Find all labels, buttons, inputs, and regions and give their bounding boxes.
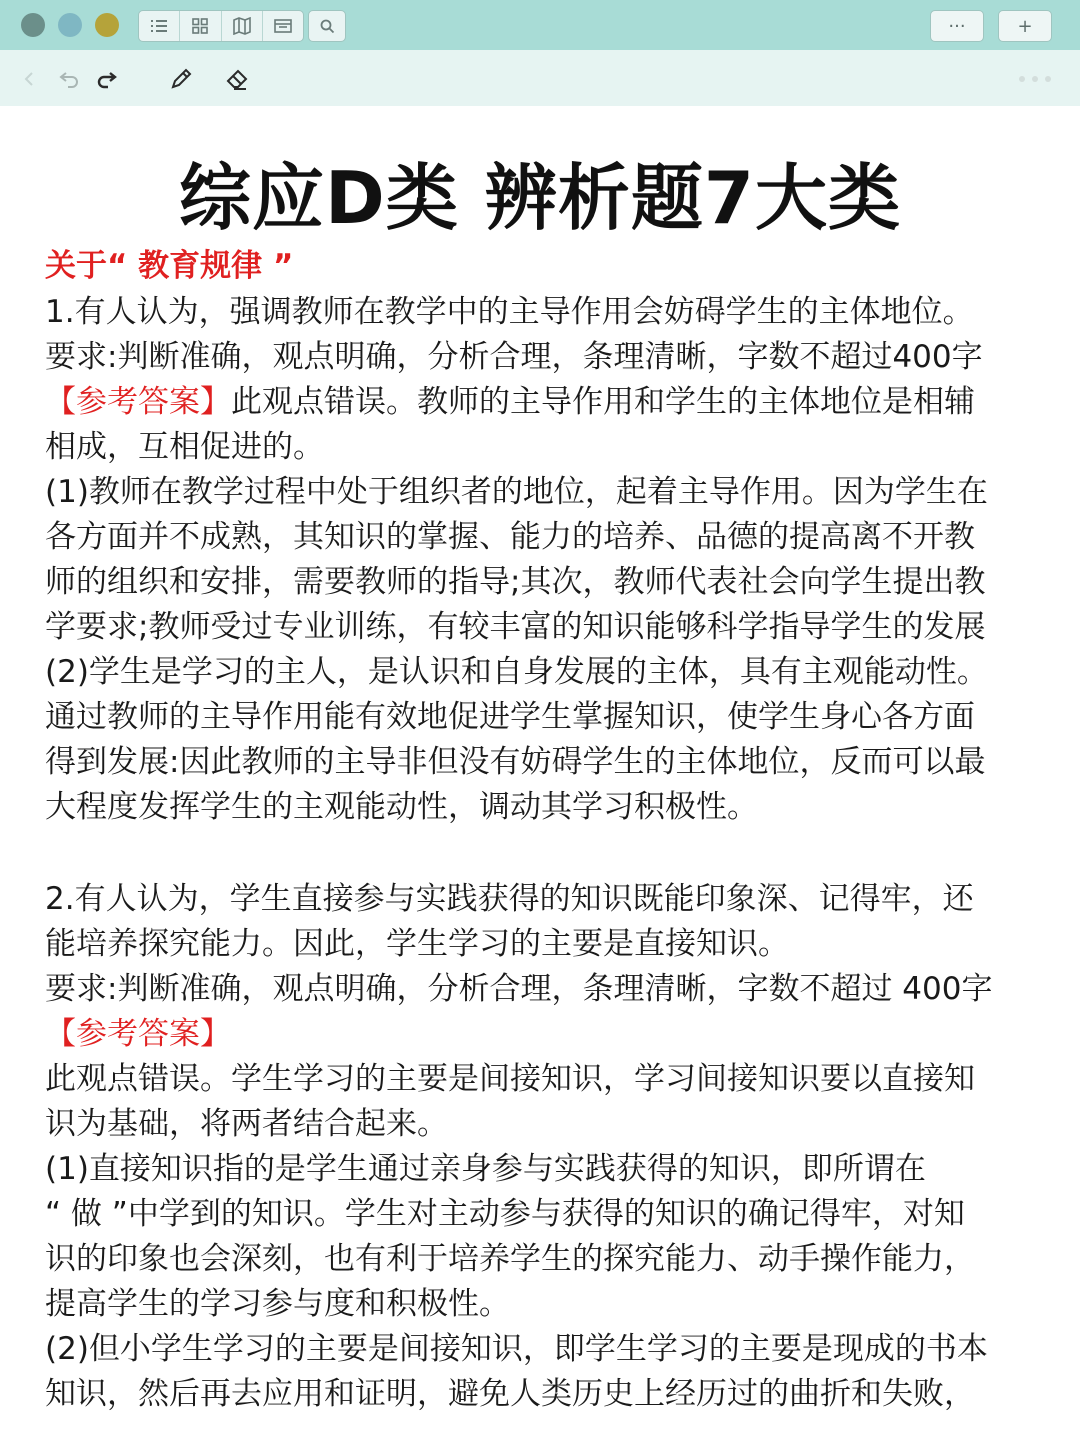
q2-text-line: “ 做 ”中学到的知识。学生对主动参与获得的知识的确记得牢，对知 bbox=[45, 1196, 965, 1232]
editing-toolbar bbox=[0, 50, 1080, 106]
q1-answer-tag: 【参考答案】 bbox=[45, 384, 231, 420]
q1-answer-lead: 此观点错误。教师的主导作用和学生的主体地位是相辅 bbox=[231, 384, 975, 420]
book-icon bbox=[232, 17, 252, 35]
q1-text-line: (1)教师在教学过程中处于组织者的地位，起着主导作用。因为学生在 bbox=[45, 474, 988, 510]
q2-text-line: 此观点错误。学生学习的主要是间接知识，学习间接知识要以直接知 bbox=[45, 1061, 975, 1097]
q2-text-line: (2)但小学生学习的主要是间接知识，即学生学习的主要是现成的书本 bbox=[45, 1331, 988, 1367]
list-icon bbox=[149, 18, 169, 34]
section-heading: 关于“ 教育规律 ” bbox=[45, 248, 294, 284]
chevron-left-icon bbox=[22, 70, 36, 88]
search-button[interactable] bbox=[308, 10, 346, 42]
q1-text-line: 相成，互相促进的。 bbox=[45, 429, 324, 465]
minimize-window-button[interactable] bbox=[58, 13, 82, 37]
q1-text-line: 得到发展:因此教师的主导非但没有妨碍学生的主体地位，反而可以最 bbox=[45, 744, 986, 780]
q2-text-line: (1)直接知识指的是学生通过亲身参与实践获得的知识，即所谓在 bbox=[45, 1151, 926, 1187]
q1-answer-line bbox=[45, 382, 975, 422]
q1-requirement: 要求:判断准确，观点明确，分析合理，条理清晰，字数不超过400字 bbox=[45, 339, 983, 375]
undo-icon bbox=[57, 69, 81, 89]
zoom-window-button[interactable] bbox=[95, 13, 119, 37]
q1-text-line: 师的组织和安排，需要教师的指导;其次，教师代表社会向学生提出教 bbox=[45, 564, 986, 600]
pen-tool-button[interactable] bbox=[166, 64, 196, 94]
page-layout-icon bbox=[273, 18, 293, 34]
q1-text-line: 大程度发挥学生的主观能动性，调动其学习积极性。 bbox=[45, 789, 758, 825]
undo-button[interactable] bbox=[54, 64, 84, 94]
view-mode-group bbox=[138, 10, 304, 42]
ellipsis-icon bbox=[1018, 75, 1052, 83]
q1-text-line: 学要求;教师受过专业训练，有较丰富的知识能够科学指导学生的发展 bbox=[45, 609, 986, 645]
document-title: 综应D类 辨析题7大类 bbox=[179, 156, 901, 240]
more-button[interactable] bbox=[930, 10, 984, 42]
toolbar-overflow-button[interactable] bbox=[1015, 64, 1055, 94]
eraser-icon bbox=[224, 66, 250, 92]
q2-text-line: 识的印象也会深刻，也有利于培养学生的探究能力、动手操作能力， bbox=[45, 1241, 975, 1277]
search-icon bbox=[319, 18, 335, 34]
more-label: ··· bbox=[948, 15, 966, 37]
q2-requirement: 要求:判断准确，观点明确，分析合理，条理清晰，字数不超过 400字 bbox=[45, 971, 993, 1007]
q2-text-line: 知识，然后再去应用和证明，避免人类历史上经历过的曲折和失败， bbox=[45, 1376, 975, 1412]
view-list-button[interactable] bbox=[139, 11, 180, 41]
q2-text-line: 提高学生的学习参与度和积极性。 bbox=[45, 1286, 510, 1322]
eraser-tool-button[interactable] bbox=[222, 64, 252, 94]
q2-answer-tag: 【参考答案】 bbox=[45, 1016, 231, 1052]
add-button[interactable] bbox=[998, 10, 1052, 42]
view-book-button[interactable] bbox=[222, 11, 263, 41]
back-button[interactable] bbox=[14, 64, 44, 94]
q2-question-line: 2.有人认为，学生直接参与实践获得的知识既能印象深、记得牢，还 bbox=[45, 881, 974, 917]
q1-text-line: 各方面并不成熟，其知识的掌握、能力的培养、品德的提高离不开教 bbox=[45, 519, 975, 555]
q2-text-line: 识为基础，将两者结合起来。 bbox=[45, 1106, 448, 1142]
close-window-button[interactable] bbox=[21, 13, 45, 37]
view-grid-button[interactable] bbox=[180, 11, 221, 41]
redo-icon bbox=[95, 69, 119, 89]
grid-icon bbox=[191, 17, 209, 35]
pencil-icon bbox=[168, 66, 194, 92]
q1-text-line: (2)学生是学习的主人，是认识和自身发展的主体，具有主观能动性。 bbox=[45, 654, 988, 690]
q1-text-line: 通过教师的主导作用能有效地促进学生掌握知识，使学生身心各方面 bbox=[45, 699, 975, 735]
view-page-button[interactable] bbox=[263, 11, 303, 41]
q1-question: 1.有人认为，强调教师在教学中的主导作用会妨碍学生的主体地位。 bbox=[45, 294, 974, 330]
add-label: + bbox=[1017, 15, 1033, 37]
q2-question-line: 能培养探究能力。因此，学生学习的主要是直接知识。 bbox=[45, 926, 789, 962]
redo-button[interactable] bbox=[92, 64, 122, 94]
